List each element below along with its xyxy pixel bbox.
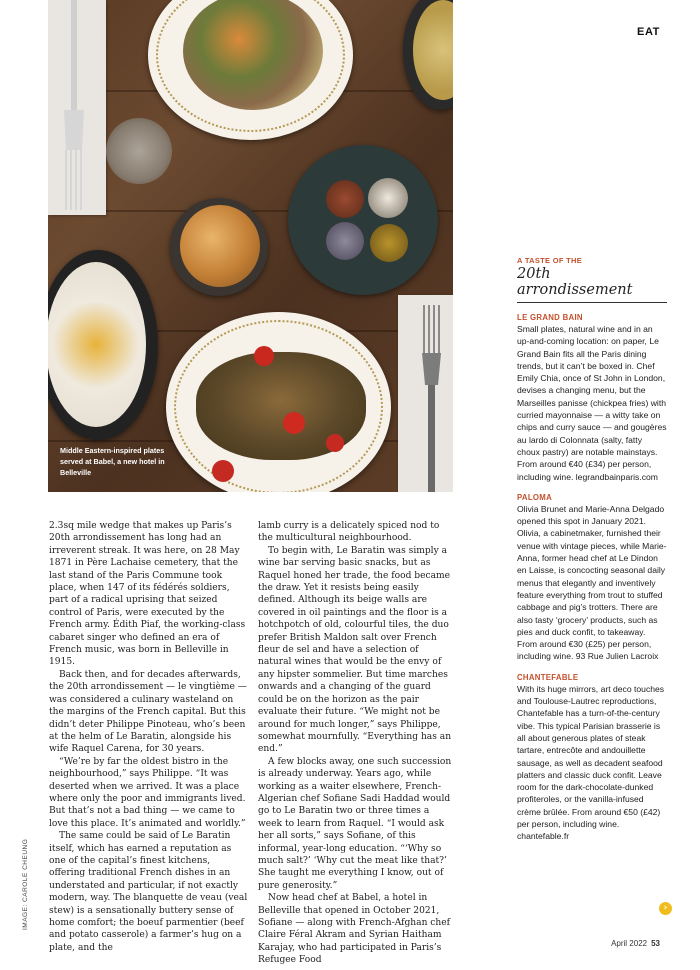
paragraph: “We’re by far the oldest bistro in the neighbourhood,” says Philippe. “It was deserted when we arrived. It was a place where only the poor and immigrants lived. But that’s not a bad thing — we came to love this place. It’s animated and worldly.” <box>49 756 246 829</box>
venue-name: PALOMA <box>517 492 553 502</box>
venue-description: Olivia Brunet and Marie-Anna Delgado opened this spot in January 2021. Olivia, a cabinetmaker, furnished their venue with vintage pieces, while Marie-Anna, former head chef at Le Dindon en Laisse, is concocting seasonal daily menus that elegantly and inventively feature everything from trout to stuffed cabbage and pig’s trotters. There are also tasty ‘grocery’ products, such as pies and duck confit, to takeaway. From around €30 (£25) per person, including wine. 93 Rue Julien Lacroix <box>517 503 667 662</box>
bread-knots <box>180 205 260 287</box>
food-photo <box>48 0 453 492</box>
section-label: EAT <box>637 26 660 38</box>
chevron-right-icon[interactable]: › <box>659 902 672 915</box>
paragraph: A few blocks away, one such succession is already underway. Years ago, while working as a waiter elsewhere, French-Algerian chef Sofiane Sadi Haddad would go to Le Baratin two or three times a week to learn from Raquel. “I would ask her all sorts,” says Sofiane, of this informal, year-long education. “‘Why so much salt?’ ‘Why cut the meat like that?’ She taught me everything I know, out of pure generosity.” <box>258 756 452 891</box>
photo-caption: Middle Eastern-inspired plates served at Babel, a new hotel in Belleville <box>60 446 165 477</box>
venue-name: LE GRAND BAIN <box>517 313 583 322</box>
venue-description: With its huge mirrors, art deco touches and Toulouse-Lautrec reproductions, Chantefable has a turn-of-the-century vibe. This typical Parisian brasserie is all about generous plates of steak tartare, entrecôte and andouillette sausage, as well as decadent seafood platters and classic duck confit. Leave room for the dark-chocolate-dunked profiteroles, or the vanilla-infused crème brûlée. From around €50 (£42) per person, including wine. chantefable.fr <box>517 683 665 842</box>
water-glass <box>106 118 172 184</box>
sidebar-guide <box>517 256 667 843</box>
venue-description: Small plates, natural wine and in an up-and-coming location: on paper, Le Grand Bain fits all the Paris dining trends, but it can’t be boxed in. Chef Emily Chia, once of St John in London, devises a changing menu, but the Marseilles panisse (chickpea fries) with curried mayonnaise — a witty take on chips and curry sauce — and gougères au lardo di Colonnata (salty, fatty choux pastry) are notable mainstays. From around €40 (£34) per person, including wine. legrandbainparis.com <box>517 324 667 482</box>
falafel-plate <box>288 145 438 295</box>
paragraph: lamb curry is a delicately spiced nod to the multicultural neighbourhood. <box>258 521 440 544</box>
paragraph: The same could be said of Le Baratin itself, which has earned a reputation as one of the capital’s finest kitchens, offering traditional French dishes in an understated and particular, if not exactly modern, way. The blanquette de veau (veal stew) is a sensationally buttery sense of home comfort; the boeuf parmentier (beef and potato casserole) a farmer’s hug on a plate, and the <box>49 831 248 953</box>
page-folio <box>611 939 660 948</box>
sidebar-kicker: A TASTE OF THE <box>517 256 583 265</box>
fork-icon <box>56 0 92 215</box>
article-column-1 <box>49 520 249 954</box>
page-number: 53 <box>651 939 660 948</box>
fork-icon <box>416 305 446 492</box>
paragraph: To begin with, Le Baratin was simply a wine bar serving basic snacks, but as Raquel honed her trade, the food became the draw. Yet it resists being easily defined. Although its beige walls are covered in oil paintings and the floor is a hotchpotch of old, colourful tiles, the duo prefer British Maldon salt over French fleur de sel and have a selection of natural wines that would be the envy of any hipster sommelier. But time marches onwards and a changing of the guard could be on the horizon as the pair evaluate their future. “We might not be around for much longer,” says Philippe, somewhat mournfully. “Everything has an end.” <box>258 545 452 755</box>
issue-date: April 2022 <box>611 939 648 948</box>
paragraph: Back then, and for decades afterwards, the 20th arrondissement — le vingtième — was considered a culinary wasteland on the margins of the French capital. But this didn’t deter Philippe Pinoteau, who’s been at the helm of Le Baratin, alongside his wife Raquel Carena, for 30 years. <box>49 669 247 755</box>
sidebar-title: 20th arrondissement <box>517 266 667 303</box>
venue-name: CHANTEFABLE <box>517 672 579 682</box>
paragraph: 2.3sq mile wedge that makes up Paris’s 20th arrondissement has long had an irreverent streak. It was here, on 28 May 1871 in Père Lachaise cemetery, that the last stand of the Paris Commune took place, when 147 of its fédérés soldiers, part of a radical uprising that seized control of Paris, were executed by the French army. Édith Piaf, the working-class cabaret singer who defined an era of French music, was born in Belleville in 1915. <box>49 521 246 668</box>
image-credit: IMAGE: CAROLE CHEUNG <box>22 838 29 930</box>
paragraph: Now head chef at Babel, a hotel in Belleville that opened in October 2021, Sofiane — along with French-Afghan chef Claire Féral Akram and Syrian Haitham Karajay, who had participated in Paris’s Refugee Food <box>258 893 451 966</box>
labneh-dip <box>48 262 146 427</box>
article-column-2 <box>258 520 454 967</box>
